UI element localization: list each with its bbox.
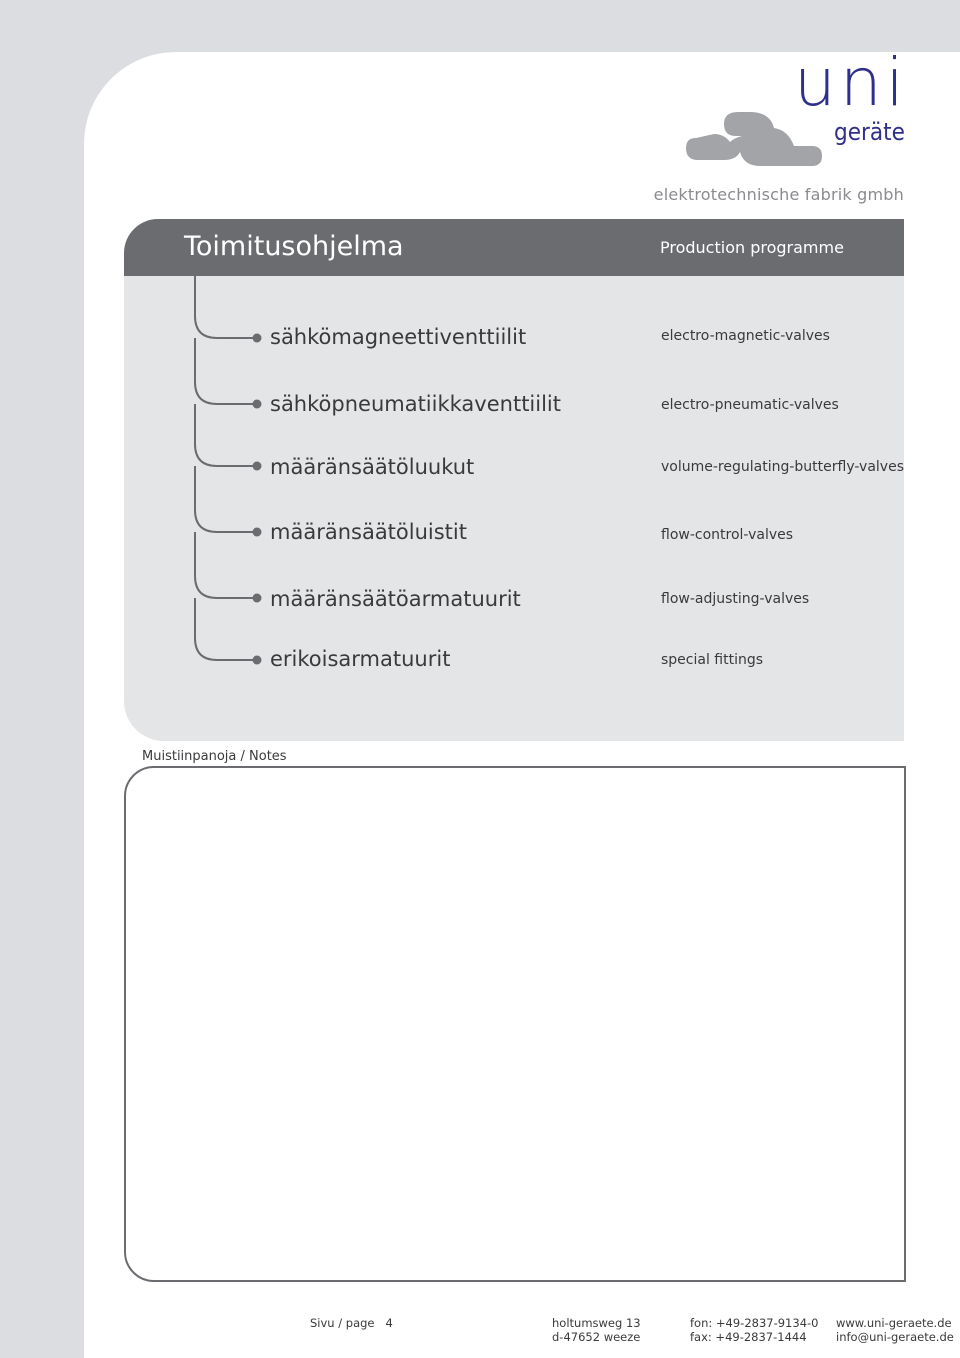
bullet-icon (253, 462, 262, 471)
footer-page (310, 1316, 393, 1330)
bullet-icon (253, 656, 262, 665)
programme-item-fi: määränsäätöluukut (270, 455, 475, 479)
page-number: 4 (385, 1316, 393, 1330)
programme-item-fi: sähkömagneettiventtiilit (270, 325, 527, 349)
phone-number: fon: +49-2837-9134-0 (690, 1316, 819, 1330)
programme-item-fi: määränsäätöluistit (270, 520, 467, 544)
notes-area[interactable] (124, 766, 906, 1282)
address-city: d-47652 weeze (552, 1330, 641, 1344)
logo-wordmark: uni (794, 44, 908, 121)
programme-item-en: flow-control-valves (661, 527, 794, 543)
fax-number: fax: +49-2837-1444 (690, 1330, 807, 1344)
section-banner (124, 219, 904, 276)
website-link[interactable]: www.uni-geraete.de (836, 1316, 952, 1330)
programme-item-en: electro-pneumatic-valves (661, 397, 839, 413)
programme-item-en: flow-adjusting-valves (661, 591, 810, 607)
bullet-icon (253, 528, 262, 537)
footer-phone (690, 1316, 818, 1344)
page-subtitle: Production programme (660, 238, 844, 257)
address-street: holtumsweg 13 (552, 1316, 641, 1330)
programme-item-en: volume-regulating-butterfly-valves (661, 459, 904, 475)
logo-subword: geräte (834, 118, 905, 146)
company-tagline: elektrotechnische fabrik gmbh (653, 185, 904, 204)
email-link[interactable]: info@uni-geraete.de (836, 1330, 954, 1344)
programme-item-en: electro-magnetic-valves (661, 328, 830, 344)
page-label: Sivu / page (310, 1316, 375, 1330)
footer-contact (836, 1316, 954, 1344)
programme-item-en: special fittings (661, 652, 764, 668)
bullet-icon (253, 400, 262, 409)
footer-address (552, 1316, 641, 1344)
tree-connector (185, 276, 265, 676)
company-logo (684, 44, 909, 173)
bullet-icon (253, 334, 262, 343)
page-title: Toimitusohjelma (184, 231, 404, 262)
programme-item-fi: erikoisarmatuurit (270, 647, 451, 671)
notes-label: Muistiinpanoja / Notes (142, 749, 287, 764)
programme-item-fi: määränsäätöarmatuurit (270, 587, 521, 611)
programme-item-fi: sähköpneumatiikkaventtiilit (270, 392, 561, 416)
bullet-icon (253, 594, 262, 603)
